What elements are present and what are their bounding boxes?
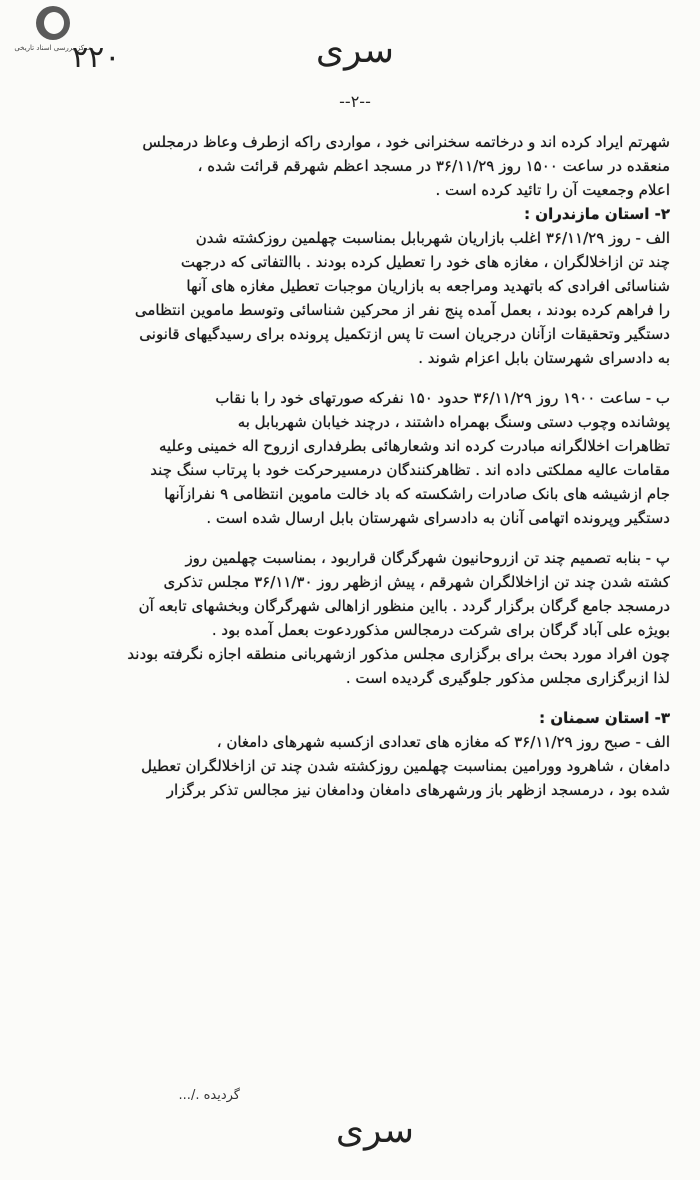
body-line: تظاهرات اخلالگرانه مبادرت کرده اند وشعارهائی بطرفداری ازروح اله خمینی وعلیه <box>158 437 670 455</box>
continuation-note: گردیده ./... <box>178 1088 240 1103</box>
classification-footer: سری <box>335 1110 415 1151</box>
body-line: جام ازشیشه های بانک صادرات راشکسته که باد خالت ماموین انتظامی ۹ نفرازآنها <box>164 485 670 503</box>
body-line: الف - روز ۳۶/۱۱/۲۹ اغلب بازاریان شهربابل بمناسبت چهلمین روزکشته شدن <box>195 229 670 247</box>
body-line: بویژه علی آباد گرگان برای شرکت درمجالس مذکوردعوت بعمل آمده بود . <box>211 621 670 639</box>
body-line: کشته شدن چند تن ازاخلالگران شهرقم ، پیش ازظهر روز ۳۶/۱۱/۳۰ مجلس تذکری <box>163 573 670 591</box>
body-line: اعلام وجمعیت آن را تائید کرده است . <box>435 181 670 199</box>
body-line: چون افراد مورد بحث برای برگزاری مجلس مذکور ازشهربانی منطقه اجازه نگرفته بودند <box>127 645 670 663</box>
body-line: درمسجد جامع گرگان برگزار گردد . بااین منظور ازاهالی شهرگرگان وبخشهای تابعه آن <box>138 597 670 615</box>
body-line: دستگیر وپرونده اتهامی آنان به دادسرای شهرستان بابل ارسال شده است . <box>206 509 670 527</box>
body-line: دامغان ، شاهرود وورامین بمناسبت چهلمین روزکشته شدن چند تن ازاخلالگران تعطیل <box>141 757 670 775</box>
body-line: مقامات عالیه مملکتی داده اند . تظاهرکنندگان درمسیرحرکت خود با پرتاب سنگ چند <box>150 461 670 479</box>
body-line: پ - بنابه تصمیم چند تن ازروحانیون شهرگرگان قراربود ، بمناسبت چهلمین روز <box>185 549 670 567</box>
archive-logo-text: مرکز بررسی اسناد تاریخی <box>14 44 92 52</box>
section-heading-mazandaran: ۲- استان مازندران : <box>524 205 670 223</box>
body-line: به دادسرای شهرستان بابل اعزام شوند . <box>418 349 670 367</box>
body-line: شناسائی افرادی که باتهدید ومراجعه به بازاریان موجبات تعطیل مغازه های آنها <box>186 277 670 295</box>
sub-page-number: --۲-- <box>339 92 371 111</box>
body-line: را فراهم کرده بودند ، بعمل آمده پنج نفر از محرکین شناسائی وتوسط ماموین انتظامی <box>134 301 670 319</box>
classification-header: سری <box>315 30 395 71</box>
archive-logo-icon <box>36 6 70 40</box>
body-line: چند تن ازاخلالگران ، مغازه های خود را تعطیل کرده بودند . باالتفاتی که درجهت <box>180 253 670 271</box>
body-line: منعقده در ساعت ۱۵۰۰ روز ۳۶/۱۱/۲۹ در مسجد اعظم شهرقم قرائت شده ، <box>197 157 670 175</box>
body-line: دستگیر وتحقیقات ازآنان درجریان است تا پس ازتکمیل پرونده برای رسیدگیهای قانونی <box>139 325 670 343</box>
body-line: شده بود ، درمسجد ازظهر باز ورشهرهای دامغان ودامغان نیز مجالس تذکر برگزار <box>166 781 670 799</box>
body-line: لذا ازبرگزاری مجلس مذکور جلوگیری گردیده است . <box>345 669 670 687</box>
body-line: شهرتم ایراد کرده اند و درخاتمه سخنرانی خود ، مواردی راکه ازطرف وعاظ درمجلس <box>142 133 670 151</box>
document-body <box>30 130 670 802</box>
body-line: پوشانده وچوب دستی وسنگ بهمراه داشتند ، درچند خیابان شهربابل به <box>237 413 670 431</box>
body-line: ب - ساعت ۱۹۰۰ روز ۳۶/۱۱/۲۹ حدود ۱۵۰ نفرکه صورتهای خود را با نقاب <box>215 389 670 407</box>
section-heading-semnan: ۳- استان سمنان : <box>539 709 670 727</box>
body-line: الف - صبح روز ۳۶/۱۱/۲۹ که مغازه های تعدادی ازکسبه شهرهای دامغان ، <box>216 733 670 751</box>
page-number: ۲۲۰ <box>72 40 121 75</box>
